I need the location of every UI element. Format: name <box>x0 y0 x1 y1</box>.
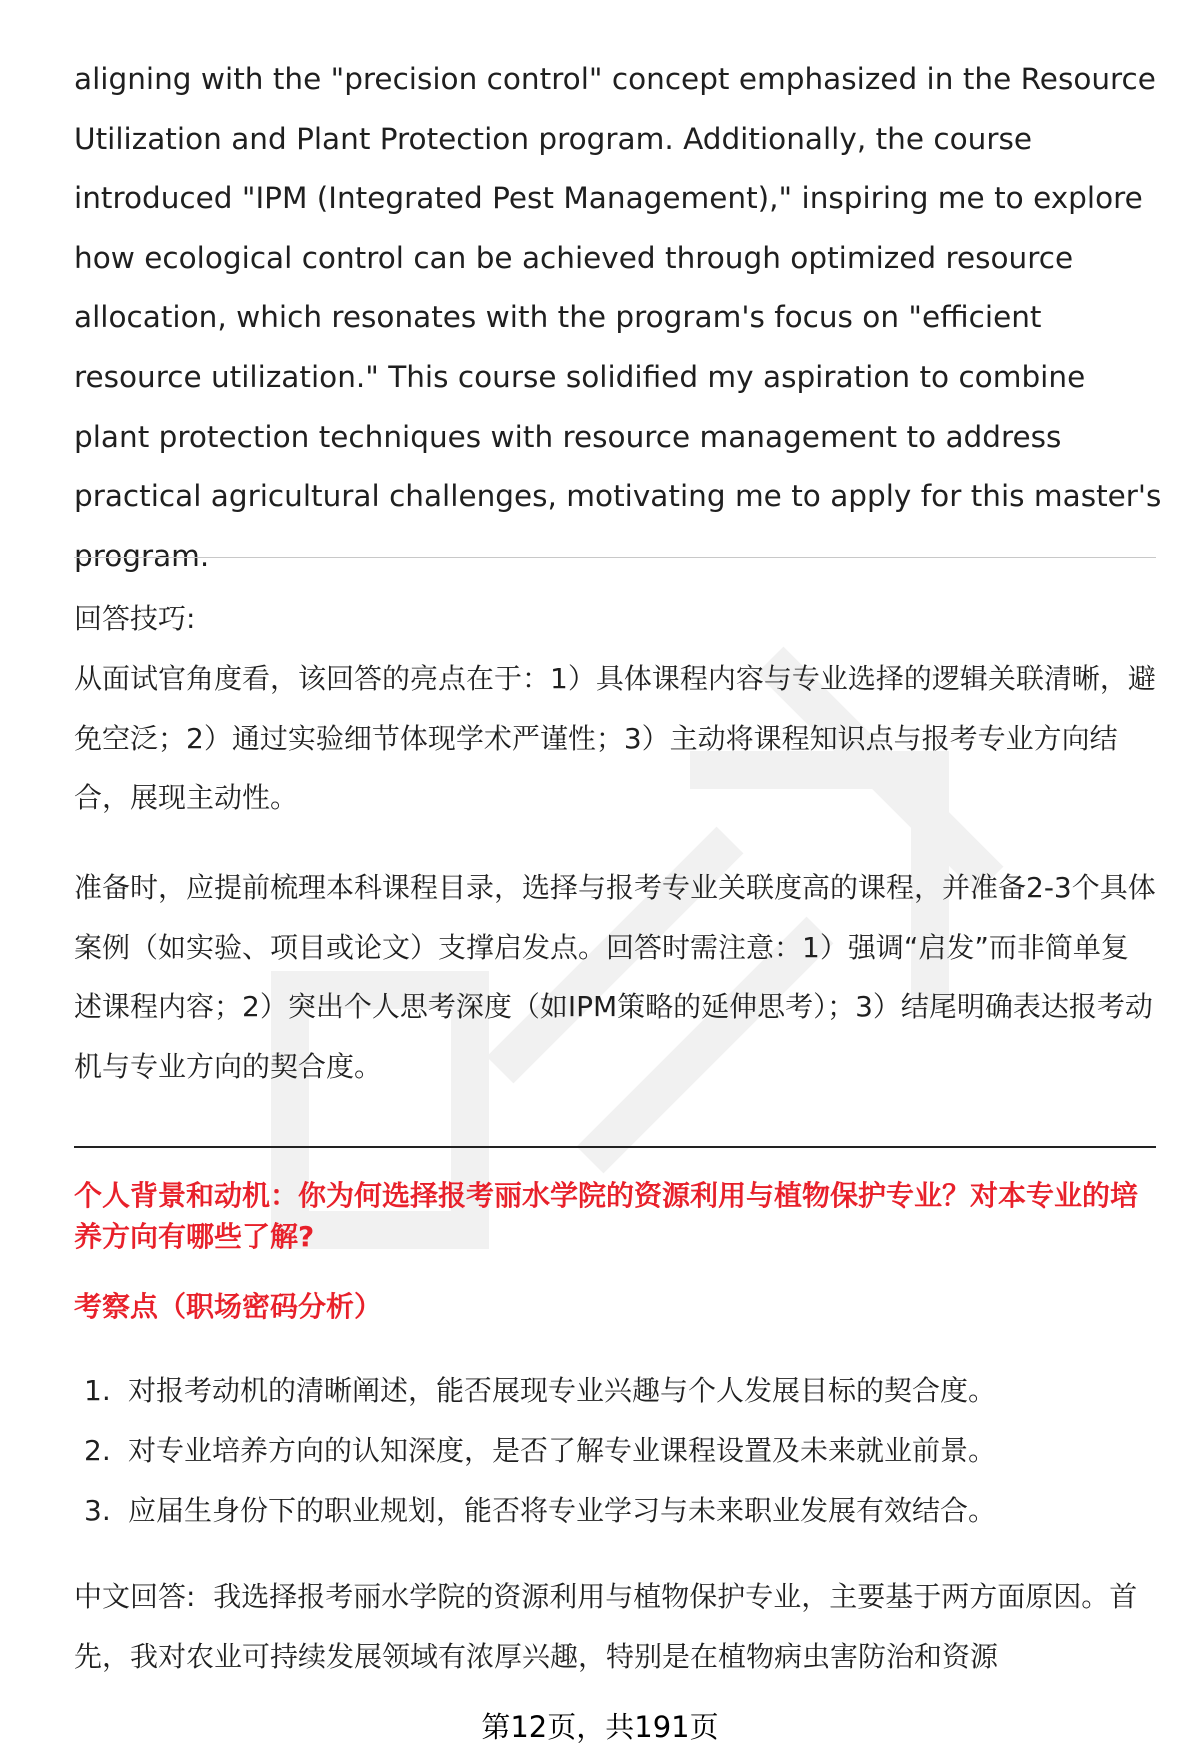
tips-paragraph: 从面试官角度看，该回答的亮点在于：1）具体课程内容与专业选择的逻辑关联清晰，避免空泛；2）通过实验细节体现学术严谨性；3）主动将课程知识点与报考专业方向结合，展现主动性。 <box>74 662 1156 815</box>
chinese-answer-label: 中文回答: <box>74 1580 196 1613</box>
question-divider <box>74 1146 1156 1148</box>
section-divider <box>74 557 1156 558</box>
question-title: 个人背景和动机：你为何选择报考丽水学院的资源利用与植物保护专业？对本专业的培养方向有哪些了解? <box>74 1179 1139 1253</box>
tips-heading: 回答技巧: <box>74 602 196 635</box>
list-item <box>84 1481 996 1541</box>
chinese-answer-text: 我选择报考丽水学院的资源利用与植物保护专业，主要基于两方面原因。首先，我对农业可持续发展领域有浓厚兴趣，特别是在植物病虫害防治和资源 <box>74 1580 1138 1673</box>
list-item-number: 2. <box>84 1434 111 1467</box>
assessment-points-heading: 考察点（职场密码分析） <box>74 1290 383 1323</box>
list-item-text: 应届生身份下的职业规划，能否将专业学习与未来职业发展有效结合。 <box>128 1494 997 1527</box>
list-item-number: 3. <box>84 1494 111 1527</box>
list-item-number: 1. <box>84 1374 111 1407</box>
list-item-text: 对专业培养方向的认知深度，是否了解专业课程设置及未来就业前景。 <box>128 1434 997 1467</box>
page-footer: 第12页，共191页 <box>481 1710 719 1744</box>
list-item <box>84 1361 996 1421</box>
list-item-text: 对报考动机的清晰阐述，能否展现专业兴趣与个人发展目标的契合度。 <box>128 1374 997 1407</box>
assessment-points-list <box>84 1361 996 1541</box>
tips-paragraph: 准备时，应提前梳理本科课程目录，选择与报考专业关联度高的课程，并准备2-3个具体案例（如实验、项目或论文）支撑启发点。回答时需注意：1）强调“启发”而非简单复述课程内容；2）突出个人思考深度（如IPM策略的延伸思考）；3）结尾明确表达报考动机与专业方向的契合度。 <box>74 871 1156 1083</box>
list-item <box>84 1421 996 1481</box>
english-answer-paragraph: aligning with the "precision control" concept emphasized in the Resource Utilization and Plant Protection program. Additionally, the course introduced "IPM (Integrated Pest Management)," inspiring me to explore how ecological control can be achieved through optimized resource allocation, which resonates with the program's focus on "efficient resource utilization." This course solidified my aspiration to combine plant protection techniques with resource management to address practical agricultural challenges, motivating me to apply for this master's program. <box>74 62 1162 573</box>
chinese-answer <box>74 1567 1156 1686</box>
